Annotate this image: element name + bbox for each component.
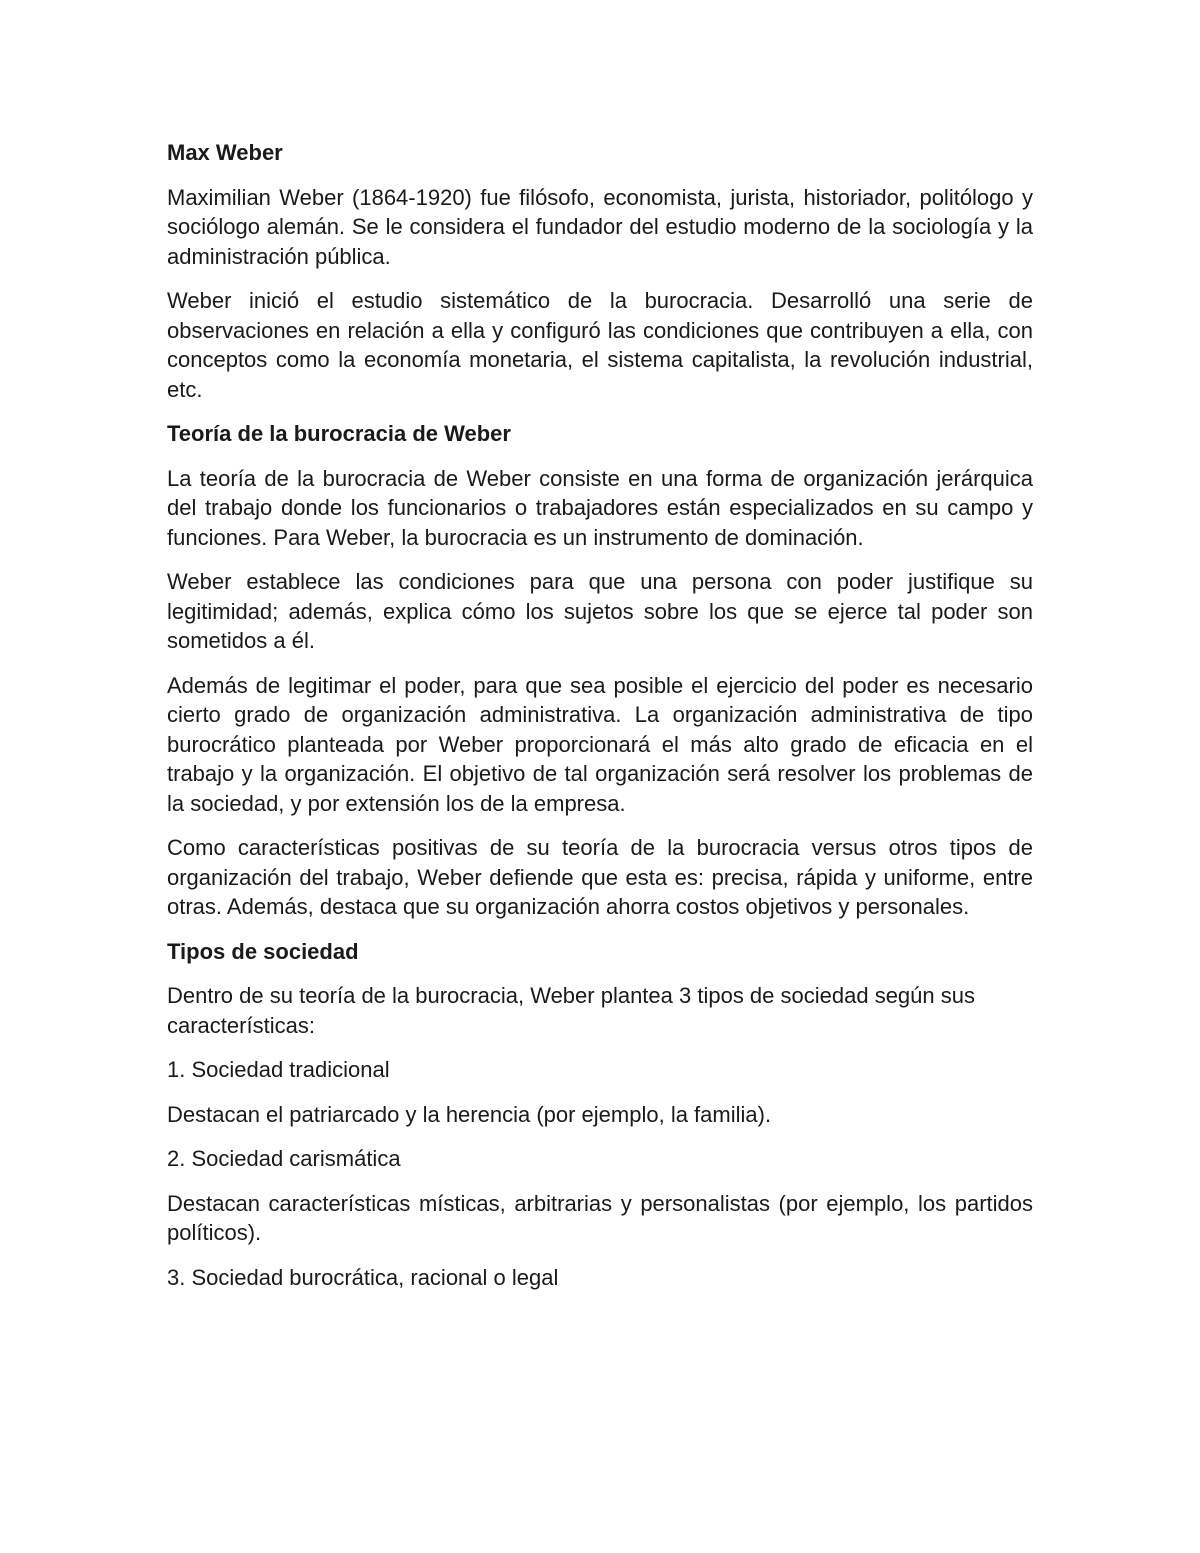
paragraph-bureaucracy-study: Weber inició el estudio sistemático de la burocracia. Desarrolló una serie de observaciones en relación a ella y configuró las condiciones que contribuyen a ella, con conceptos como la economía monetaria, el sistema capitalista, la revolución industrial, etc. — [167, 288, 1033, 402]
list-item-bureaucratic: 3. Sociedad burocrática, racional o legal — [167, 1264, 559, 1290]
paragraph-administrative-organization: Además de legitimar el poder, para que sea posible el ejercicio del poder es necesario cierto grado de organización administrativa. La organización administrativa de tipo burocrático planteada por Weber proporcionará el más alto grado de eficacia en el trabajo y la organización. El objetivo de tal organización será resolver los problemas de la sociedad, y por extensión los de la empresa. — [167, 672, 1033, 816]
paragraph-theory-definition: La teoría de la burocracia de Weber consiste en una forma de organización jerárquica del trabajo donde los funcionarios o trabajadores están especializados en su campo y funciones. Para Weber, la burocracia es un instrumento de dominación. — [167, 465, 1033, 550]
document-page — [167, 138, 1033, 1307]
paragraph-positive-characteristics: Como características positivas de su teoría de la burocracia versus otros tipos de organización del trabajo, Weber defiende que esta es: precisa, rápida y uniforme, entre otras. Además, destaca que su organización ahorra costos objetivos y personales. — [167, 835, 1033, 919]
paragraph-bio: Maximilian Weber (1864-1920) fue filósofo, economista, jurista, historiador, politólogo y sociólogo alemán. Se le considera el fundador del estudio moderno de la sociología y la administración pública. — [167, 184, 1033, 269]
list-item-traditional: 1. Sociedad tradicional — [167, 1057, 390, 1082]
heading-society-types: Tipos de sociedad — [167, 938, 359, 964]
heading-max-weber: Max Weber — [167, 140, 283, 165]
paragraph-charismatic-desc: Destacan características místicas, arbitrarias y personalistas (por ejemplo, los partidos políticos). — [167, 1190, 1033, 1245]
paragraph-society-intro: Dentro de su teoría de la burocracia, Weber plantea 3 tipos de sociedad según sus características: — [167, 983, 975, 1038]
paragraph-legitimacy: Weber establece las condiciones para que una persona con poder justifique su legitimidad; además, explica cómo los sujetos sobre los que se ejerce tal poder son sometidos a él. — [167, 569, 1033, 653]
paragraph-traditional-desc: Destacan el patriarcado y la herencia (por ejemplo, la familia). — [167, 1101, 772, 1127]
heading-theory: Teoría de la burocracia de Weber — [167, 421, 511, 446]
list-item-charismatic: 2. Sociedad carismática — [167, 1146, 401, 1171]
